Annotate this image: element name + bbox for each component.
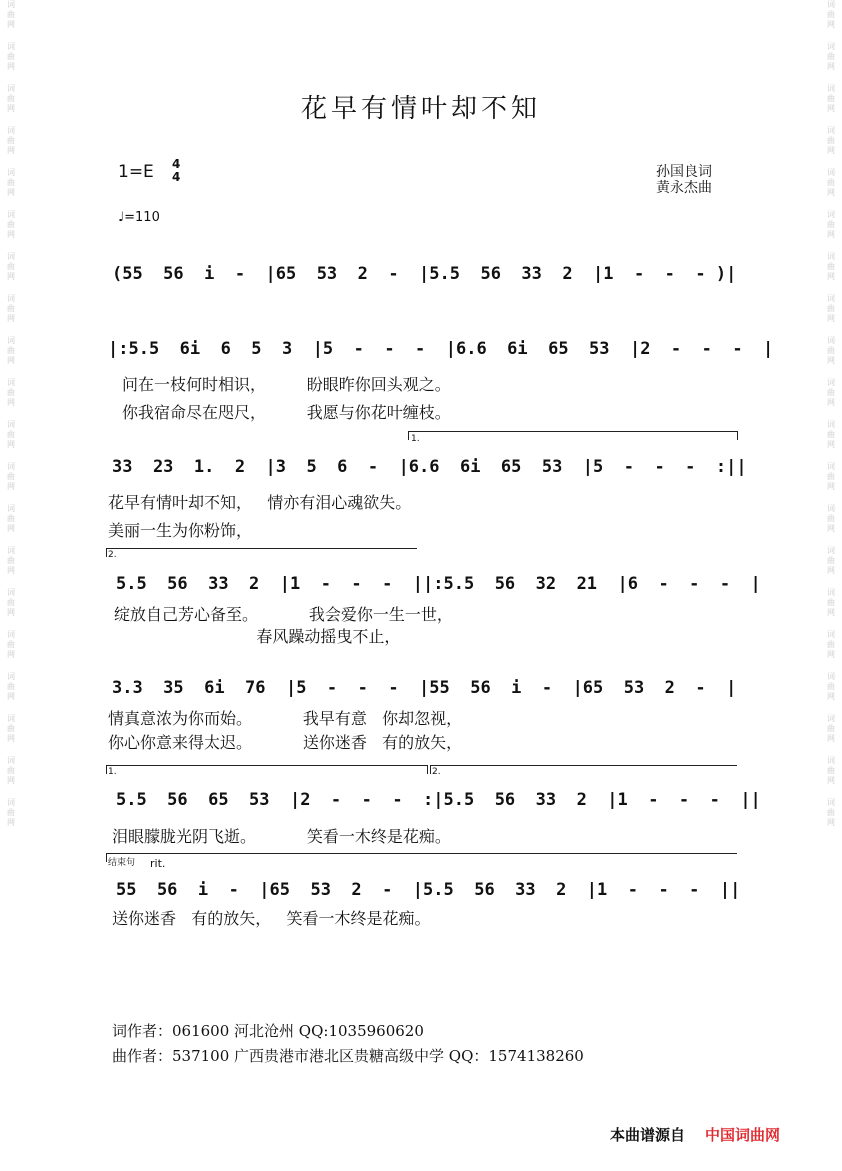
notation-system-6: 5.5 56 65 53 |2 - - - :|5.5 56 33 2 |1 - - - || — [116, 790, 761, 810]
watermark: 词曲网 — [827, 42, 835, 71]
lyricist-info: 词作者：061600 河北沧州 QQ:1035960620 — [112, 1022, 424, 1040]
watermark: 词曲网 — [827, 714, 835, 743]
watermark: 词曲网 — [827, 798, 835, 827]
watermark: 词曲网 — [827, 378, 835, 407]
watermark: 词曲网 — [7, 798, 15, 827]
composer-info: 曲作者：537100 广西贵港市港北区贵糖高级中学 QQ：1574138260 — [112, 1047, 584, 1065]
watermark: 词曲网 — [7, 336, 15, 365]
watermark: 词曲网 — [827, 252, 835, 281]
watermark: 词曲网 — [7, 504, 15, 533]
watermark: 词曲网 — [7, 84, 15, 113]
watermark: 词曲网 — [7, 756, 15, 785]
watermark: 词曲网 — [827, 588, 835, 617]
watermark: 词曲网 — [7, 588, 15, 617]
lyric-line: 情真意浓为你而始。 我早有意 你却忽视， — [108, 709, 463, 728]
watermark: 词曲网 — [827, 504, 835, 533]
tempo-marking: ♩=110 — [118, 210, 160, 225]
notation-system-1: (55 56 i - |65 53 2 - |5.5 56 33 2 |1 - - - )| — [112, 264, 737, 284]
watermark: 词曲网 — [827, 336, 835, 365]
watermark: 词曲网 — [827, 210, 835, 239]
time-signature-bottom: 4 — [172, 170, 181, 184]
lyric-line: 美丽一生为你粉饰， — [108, 521, 253, 540]
watermark: 词曲网 — [827, 126, 835, 155]
watermark: 词曲网 — [827, 420, 835, 449]
watermark: 词曲网 — [7, 252, 15, 281]
watermark: 词曲网 — [7, 546, 15, 575]
watermark: 词曲网 — [827, 84, 835, 113]
notation-system-2: |:5.5 6i 6 5 3 |5 - - - |6.6 6i 65 53 |2 - - - | — [108, 339, 774, 359]
lyric-line: 绽放自己芳心备至。 我会爱你一生一世， — [114, 605, 453, 624]
key-signature: 1=E — [118, 162, 154, 182]
source-label: 本曲谱源自 — [610, 1126, 686, 1144]
lyric-line: 春风躁动摇曳不止， — [114, 627, 401, 646]
volta-bracket-first — [408, 431, 738, 440]
notation-system-5: 3.3 35 6i 76 |5 - - - |55 56 i - |65 53 2 - | — [112, 678, 737, 698]
volta-number: 2. — [432, 767, 441, 777]
lyric-line: 你我宿命尽在咫尺， 我愿与你花叶缠枝。 — [122, 403, 451, 422]
watermark: 词曲网 — [7, 0, 15, 29]
coda-bracket — [106, 853, 737, 862]
lyricist-credit: 孙国良词 — [656, 164, 712, 180]
watermark: 词曲网 — [827, 168, 835, 197]
ritardando-marking: rit. — [150, 857, 166, 870]
lyric-line: 花早有情叶却不知， 情亦有泪心魂欲失。 — [108, 493, 412, 512]
volta-number: 1. — [411, 434, 420, 444]
volta-number: 2. — [108, 550, 117, 560]
volta-number: 1. — [108, 767, 117, 777]
watermark: 词曲网 — [827, 756, 835, 785]
watermark: 词曲网 — [7, 378, 15, 407]
volta-bracket-second — [106, 548, 417, 557]
composer-credit: 黄永杰曲 — [656, 180, 712, 196]
song-title: 花早有情叶却不知 — [300, 94, 541, 124]
watermark: 词曲网 — [827, 672, 835, 701]
watermark: 词曲网 — [827, 630, 835, 659]
watermark: 词曲网 — [827, 462, 835, 491]
credits — [656, 164, 712, 196]
notation-system-7: 55 56 i - |65 53 2 - |5.5 56 33 2 |1 - - - || — [116, 880, 741, 900]
volta-bracket-second — [430, 765, 737, 774]
notation-system-4: 5.5 56 33 2 |1 - - - ||:5.5 56 32 21 |6 - - - | — [116, 574, 761, 594]
lyric-line: 问在一枝何时相识， 盼眼昨你回头观之。 — [122, 375, 451, 394]
watermark: 词曲网 — [827, 546, 835, 575]
time-signature — [172, 158, 180, 184]
watermark: 词曲网 — [7, 42, 15, 71]
volta-bracket-first — [106, 765, 428, 774]
watermark: 词曲网 — [7, 672, 15, 701]
watermark: 词曲网 — [827, 0, 835, 29]
watermark: 词曲网 — [7, 126, 15, 155]
watermark: 词曲网 — [7, 714, 15, 743]
watermark: 词曲网 — [7, 294, 15, 323]
watermark: 词曲网 — [7, 462, 15, 491]
coda-label: 结束句 — [108, 858, 136, 868]
watermark: 词曲网 — [7, 420, 15, 449]
time-signature-top: 4 — [172, 157, 181, 171]
watermark: 词曲网 — [7, 168, 15, 197]
lyric-line: 泪眼朦胧光阴飞逝。 笑看一木终是花痴。 — [112, 827, 451, 846]
source-site-link[interactable]: 中国词曲网 — [705, 1126, 781, 1144]
watermark: 词曲网 — [7, 630, 15, 659]
watermark: 词曲网 — [827, 294, 835, 323]
watermark: 词曲网 — [7, 210, 15, 239]
lyric-line: 你心你意来得太迟。 送你迷香 有的放矢， — [108, 733, 463, 752]
lyric-line: 送你迷香 有的放矢， 笑看一木终是花痴。 — [112, 909, 431, 928]
source-attribution — [610, 1124, 780, 1145]
notation-system-3: 33 23 1. 2 |3 5 6 - |6.6 6i 65 53 |5 - - - :|| — [112, 457, 747, 477]
